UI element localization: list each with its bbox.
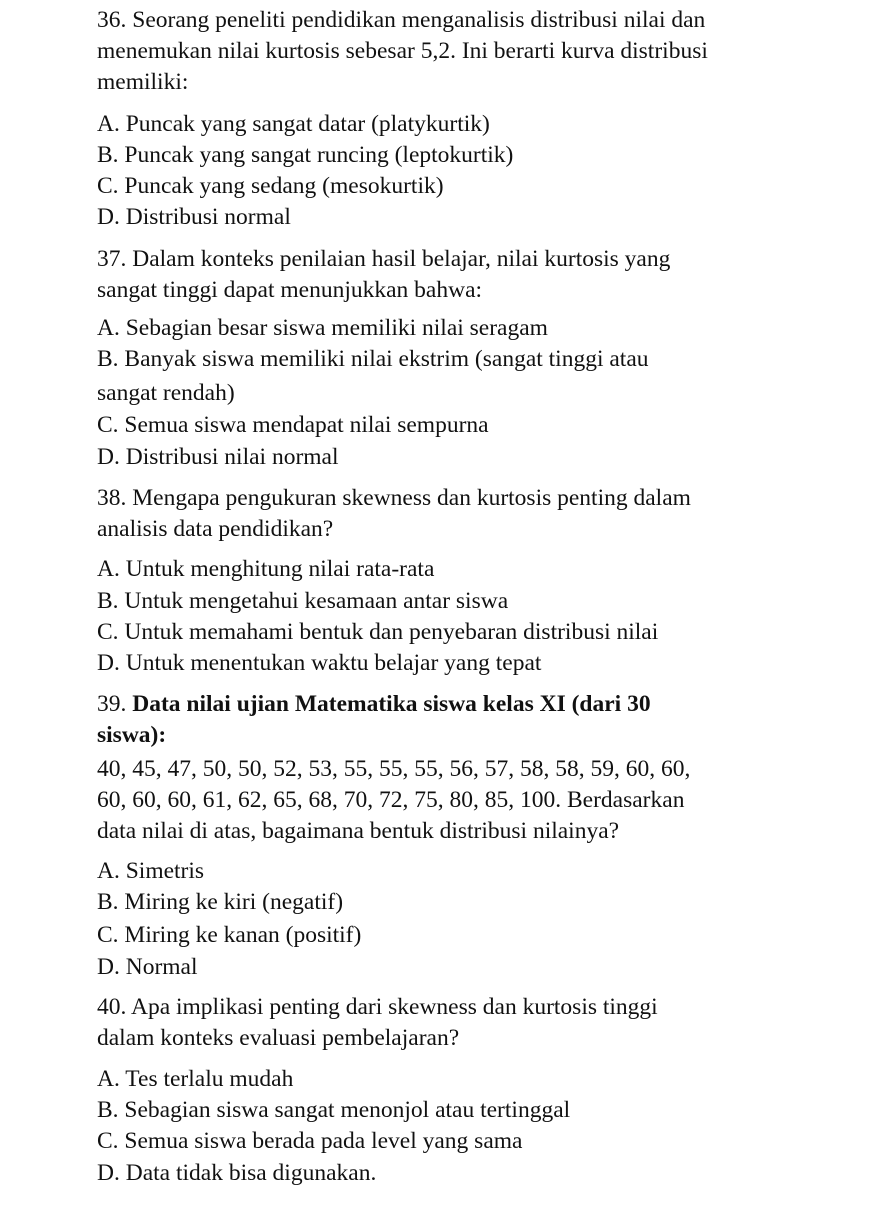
question-39-option-a: A. Simetris — [97, 858, 205, 884]
question-38-stem-line-1 — [97, 484, 691, 512]
question-number: 40. — [97, 994, 127, 1020]
question-36-stem-line-3: memiliki: — [97, 69, 189, 95]
question-38-option-b: B. Untuk mengetahui kesamaan antar siswa — [97, 588, 509, 614]
question-text: Mengapa pengukuran skewness dan kurtosis penting dalam — [132, 485, 691, 511]
question-36-stem-line-1 — [97, 6, 705, 34]
question-text: Seorang peneliti pendidikan menganalisis distribusi nilai dan — [132, 7, 706, 33]
question-40-stem-line-1 — [97, 993, 658, 1021]
question-text-bold: siswa): — [97, 722, 167, 748]
question-36-option-b: B. Puncak yang sangat runcing (leptokurtik) — [97, 142, 514, 168]
question-39-option-d: D. Normal — [97, 954, 198, 980]
question-37-option-a: A. Sebagian besar siswa memiliki nilai seragam — [97, 315, 548, 341]
question-40-option-d: D. Data tidak bisa digunakan. — [97, 1160, 377, 1186]
question-38-option-a: A. Untuk menghitung nilai rata-rata — [97, 556, 435, 582]
question-text: Dalam konteks penilaian hasil belajar, nilai kurtosis yang — [132, 246, 671, 272]
question-37-stem-line-2: sangat tinggi dapat menunjukkan bahwa: — [97, 277, 483, 303]
question-text-bold: Data nilai ujian Matematika siswa kelas XI (dari 30 — [132, 691, 651, 717]
question-38-stem-line-2: analisis data pendidikan? — [97, 516, 334, 542]
question-37-option-d: D. Distribusi nilai normal — [97, 444, 339, 470]
question-39-data-line-3: data nilai di atas, bagaimana bentuk distribusi nilainya? — [97, 818, 620, 844]
question-39-data-line-1: 40, 45, 47, 50, 50, 52, 53, 55, 55, 55, 56, 57, 58, 58, 59, 60, 60, — [97, 756, 691, 782]
question-38-option-c: C. Untuk memahami bentuk dan penyebaran distribusi nilai — [97, 619, 659, 645]
question-number: 37. — [97, 246, 127, 272]
question-39-option-b: B. Miring ke kiri (negatif) — [97, 889, 344, 915]
question-36-stem-line-2: menemukan nilai kurtosis sebesar 5,2. Ini berarti kurva distribusi — [97, 38, 708, 64]
question-36-option-d: D. Distribusi normal — [97, 204, 291, 230]
question-40-option-c: C. Semua siswa berada pada level yang sama — [97, 1128, 523, 1154]
question-number: 39. — [97, 691, 127, 717]
question-39-option-c: C. Miring ke kanan (positif) — [97, 922, 362, 948]
question-37-option-b-line-2: sangat rendah) — [97, 380, 235, 406]
question-39-data-line-2: 60, 60, 60, 61, 62, 65, 68, 70, 72, 75, 80, 85, 100. Berdasarkan — [97, 787, 685, 813]
question-40-option-b: B. Sebagian siswa sangat menonjol atau tertinggal — [97, 1097, 571, 1123]
question-36-option-c: C. Puncak yang sedang (mesokurtik) — [97, 173, 444, 199]
question-38-option-d: D. Untuk menentukan waktu belajar yang tepat — [97, 650, 542, 676]
question-40-stem-line-2: dalam konteks evaluasi pembelajaran? — [97, 1025, 460, 1051]
question-37-option-b-line-1: B. Banyak siswa memiliki nilai ekstrim (sangat tinggi atau — [97, 346, 649, 372]
question-number: 38. — [97, 485, 127, 511]
question-40-option-a: A. Tes terlalu mudah — [97, 1066, 294, 1092]
question-text: Apa implikasi penting dari skewness dan kurtosis tinggi — [130, 994, 658, 1020]
question-36-option-a: A. Puncak yang sangat datar (platykurtik) — [97, 111, 490, 137]
question-39-stem-line-2 — [97, 721, 166, 749]
question-37-option-c: C. Semua siswa mendapat nilai sempurna — [97, 412, 489, 438]
question-39-stem-line-1 — [97, 690, 651, 718]
question-number: 36. — [97, 7, 127, 33]
question-37-stem-line-1 — [97, 245, 670, 273]
